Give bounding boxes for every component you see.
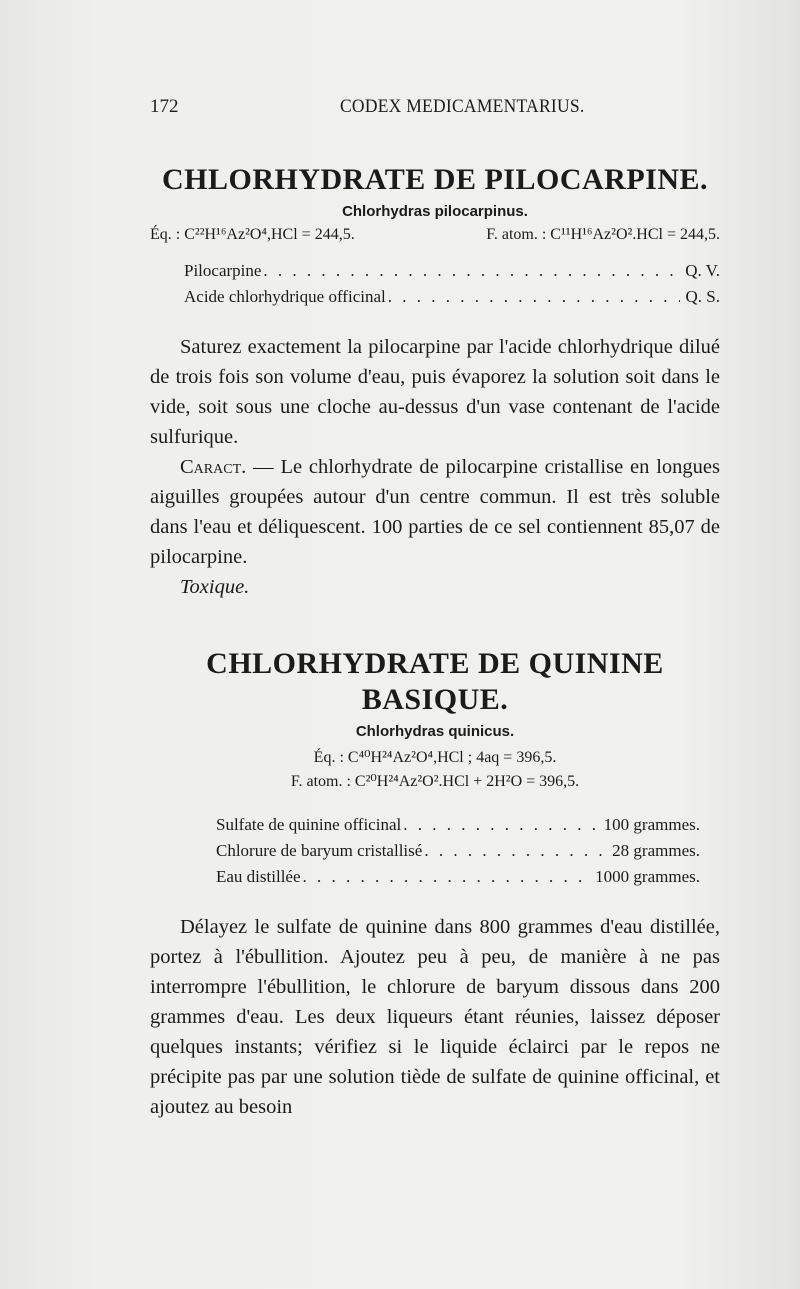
ingredient-name: Pilocarpine	[184, 261, 262, 280]
section-pilocarpine	[150, 162, 720, 602]
ingredient-quantity: 100 grammes.	[603, 815, 700, 834]
latin-name: Chlorhydras pilocarpinus.	[342, 203, 528, 220]
ingredient-name: Acide chlorhydrique officinal	[184, 287, 386, 306]
leader-dots	[424, 838, 606, 864]
formula-equivalent: Éq. : C²²H¹⁶Az²O⁴,HCl = 244,5.	[150, 226, 355, 243]
section-quinine	[150, 646, 720, 1122]
preparation-paragraph: Délayez le sulfate de quinine dans 800 grammes d'eau distillée, portez à l'ébullition. Ajoutez peu à peu, de manière à ne pas interrompre l'ébullition, le chlorure de baryum dissous dans 200 grammes d'eau. Les deux liqueurs étant réunies, laissez déposer quelques instants; vérifiez si le liquide éclairci par le repos ne précipite pas par une solution tiède de sulfate de quinine officinal, et ajoutez au besoin	[150, 916, 720, 1118]
ingredient-row	[184, 258, 720, 284]
ingredient-quantity: 1000 grammes.	[595, 867, 700, 886]
ingredient-quantity: 28 grammes.	[612, 841, 700, 860]
characteristics-text: — Le chlorhydrate de pilocarpine cristallise en longues aiguilles groupées autour d'un centre commun. Il est très soluble dans l'eau et déliquescent. 100 parties de ce sel contiennent 85,07 de pilocarpine.	[150, 456, 720, 568]
leader-dots	[303, 864, 590, 890]
ingredient-list	[150, 812, 720, 890]
ingredient-row	[216, 812, 700, 838]
ingredient-quantity: Q. V.	[685, 261, 720, 280]
preparation-paragraph: Saturez exactement la pilocarpine par l'acide chlorhydrique dilué de trois fois son volume d'eau, puis évaporez la solution soit dans le vide, soit sous une cloche au-dessus d'un vase contenant de l'acide sulfurique.	[150, 336, 720, 448]
ingredient-name: Chlorure de baryum cristallisé	[216, 841, 423, 860]
formula-atomic: F. atom. : C²⁰H²⁴Az²O².HCl + 2H²O = 396,5.	[290, 773, 580, 790]
leader-dots	[263, 258, 679, 284]
leader-dots	[388, 284, 680, 310]
section-title: CHLORHYDRATE DE PILOCARPINE.	[162, 163, 708, 196]
formula-equivalent: Éq. : C⁴⁰H²⁴Az²O⁴,HCl ; 4aq = 396,5.	[313, 749, 557, 766]
ingredient-row	[184, 284, 720, 310]
ingredient-quantity: Q. S.	[685, 287, 720, 306]
caract-label: Caract.	[180, 456, 247, 478]
formula-line	[150, 226, 720, 244]
page-header	[150, 96, 710, 120]
ingredient-name: Sulfate de quinine officinal	[216, 815, 402, 834]
toxicity-note: Toxique.	[180, 576, 250, 598]
formula-atomic: F. atom. : C¹¹H¹⁶Az²O².HCl = 244,5.	[486, 226, 720, 243]
section-title: CHLORHYDRATE DE QUININE BASIQUE.	[206, 647, 664, 716]
latin-name: Chlorhydras quinicus.	[355, 723, 515, 740]
ingredient-list	[150, 258, 720, 310]
ingredient-row	[216, 838, 700, 864]
leader-dots	[403, 812, 597, 838]
ingredient-name: Eau distillée	[216, 867, 301, 886]
ingredient-row	[216, 864, 700, 890]
page-number: 172	[150, 96, 179, 117]
characteristics-paragraph	[150, 452, 720, 572]
running-title: CODEX MEDICAMENTARIUS.	[340, 96, 585, 117]
